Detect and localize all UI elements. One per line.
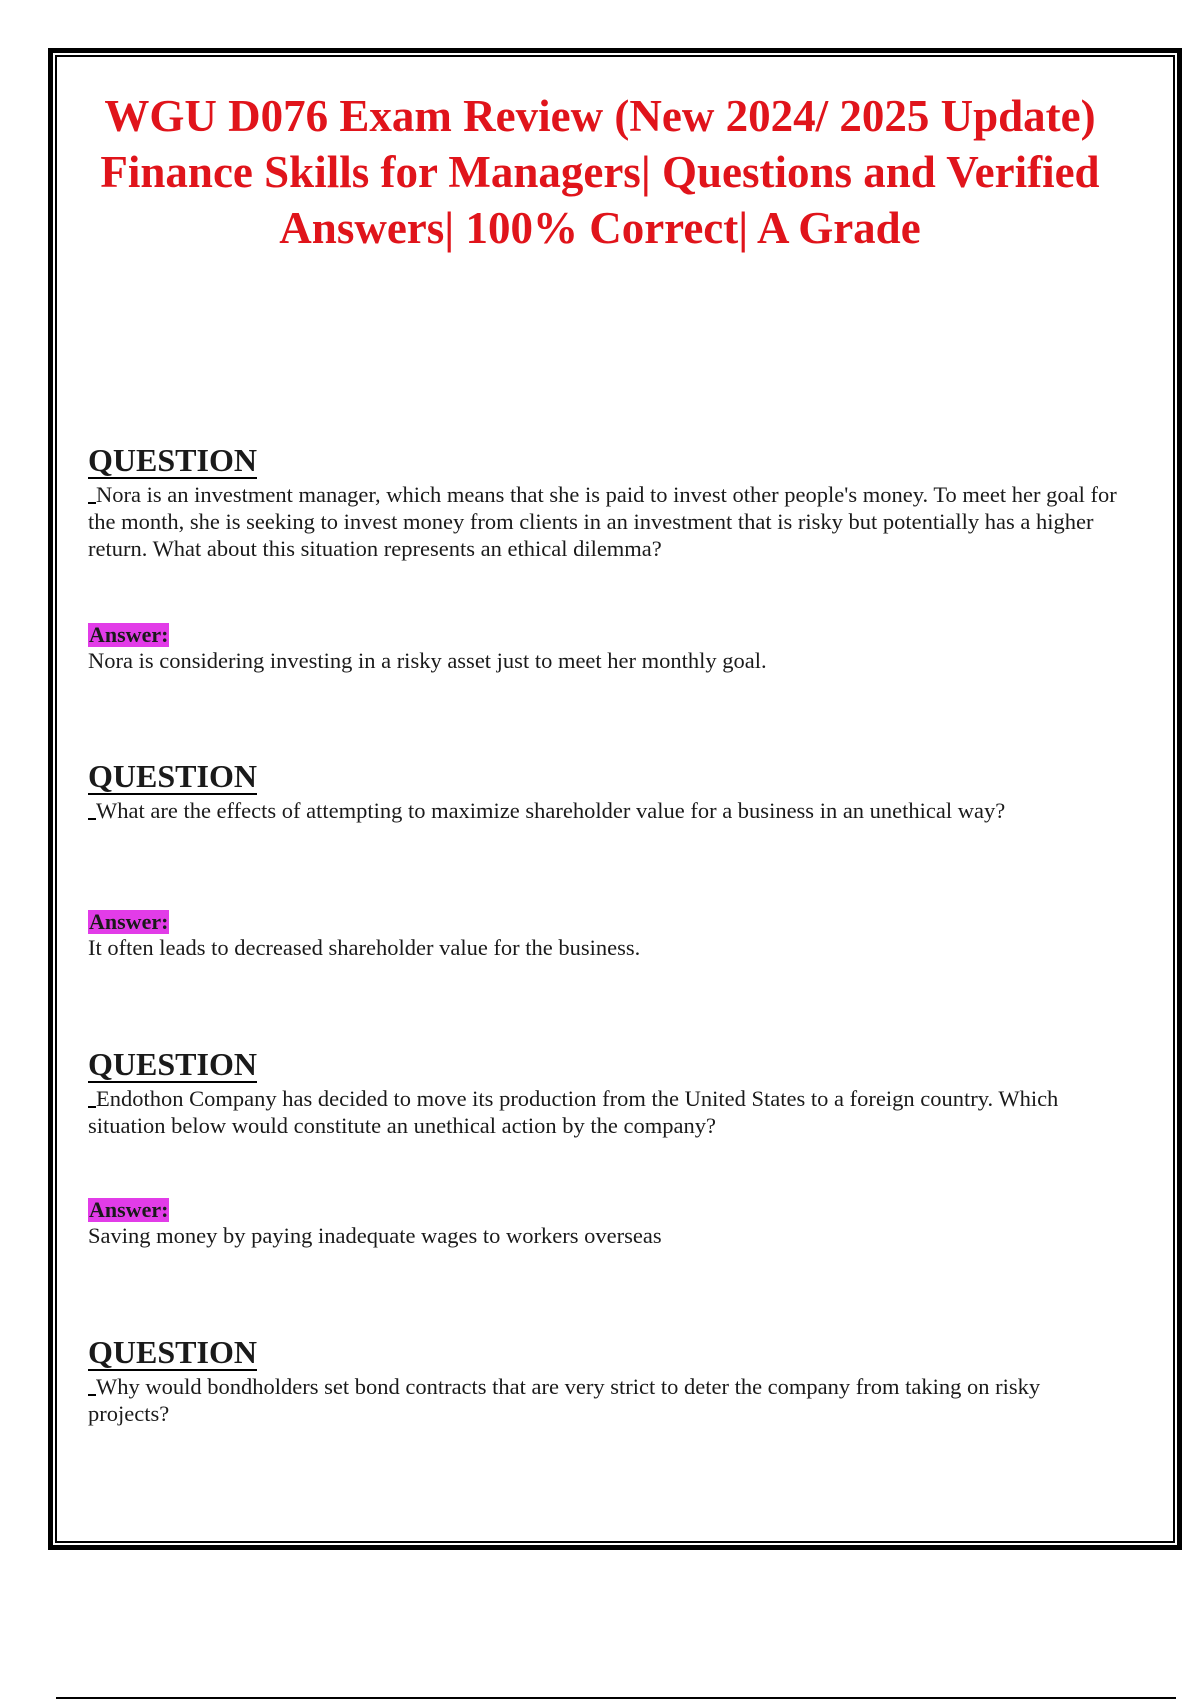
question-heading: QUESTION — [88, 1046, 257, 1082]
question-marker — [88, 1394, 96, 1396]
document-title: WGU D076 Exam Review (New 2024/ 2025 Update) Finance Skills for Managers| Questions and Verified Answers| 100% Correct| A Grade — [100, 91, 1100, 253]
answer-block-3 — [88, 1198, 1120, 1249]
qa-block-1 — [88, 444, 1120, 562]
question-marker — [88, 502, 96, 504]
answer-block-2 — [88, 910, 1120, 961]
question-heading: QUESTION — [88, 442, 257, 478]
qa-block-2 — [88, 760, 1120, 824]
question-text — [88, 797, 1120, 824]
answer-text: Saving money by paying inadequate wages to workers overseas — [88, 1223, 662, 1248]
question-text — [88, 1085, 1120, 1139]
question-body: Why would bondholders set bond contracts that are very strict to deter the company from taking on risky projects? — [88, 1374, 1041, 1426]
question-body: Nora is an investment manager, which means that she is paid to invest other people's money. To meet her goal for the month, she is seeking to invest money from clients in an investment that is risky but potentially has a higher return. What about this situation represents an ethical dilemma? — [88, 482, 1117, 561]
answer-text: It often leads to decreased shareholder value for the business. — [88, 935, 641, 960]
question-body: What are the effects of attempting to maximize shareholder value for a business in an unethical way? — [96, 798, 1006, 823]
answer-block-1 — [88, 623, 1120, 674]
question-text — [88, 1373, 1120, 1427]
answer-label: Answer: — [89, 1197, 169, 1222]
answer-label: Answer: — [89, 909, 169, 934]
qa-block-4 — [88, 1336, 1120, 1427]
question-marker — [88, 1106, 96, 1108]
question-heading: QUESTION — [88, 1334, 257, 1370]
answer-label: Answer: — [89, 622, 169, 647]
question-heading: QUESTION — [88, 758, 257, 794]
question-text — [88, 481, 1120, 562]
question-marker — [88, 818, 96, 820]
footer-divider — [56, 1697, 1176, 1699]
answer-text: Nora is considering investing in a risky asset just to meet her monthly goal. — [88, 648, 767, 673]
question-body: Endothon Company has decided to move its production from the United States to a foreign country. Which situation below would constitute an unethical action by the company? — [88, 1086, 1059, 1138]
qa-block-3 — [88, 1048, 1120, 1139]
